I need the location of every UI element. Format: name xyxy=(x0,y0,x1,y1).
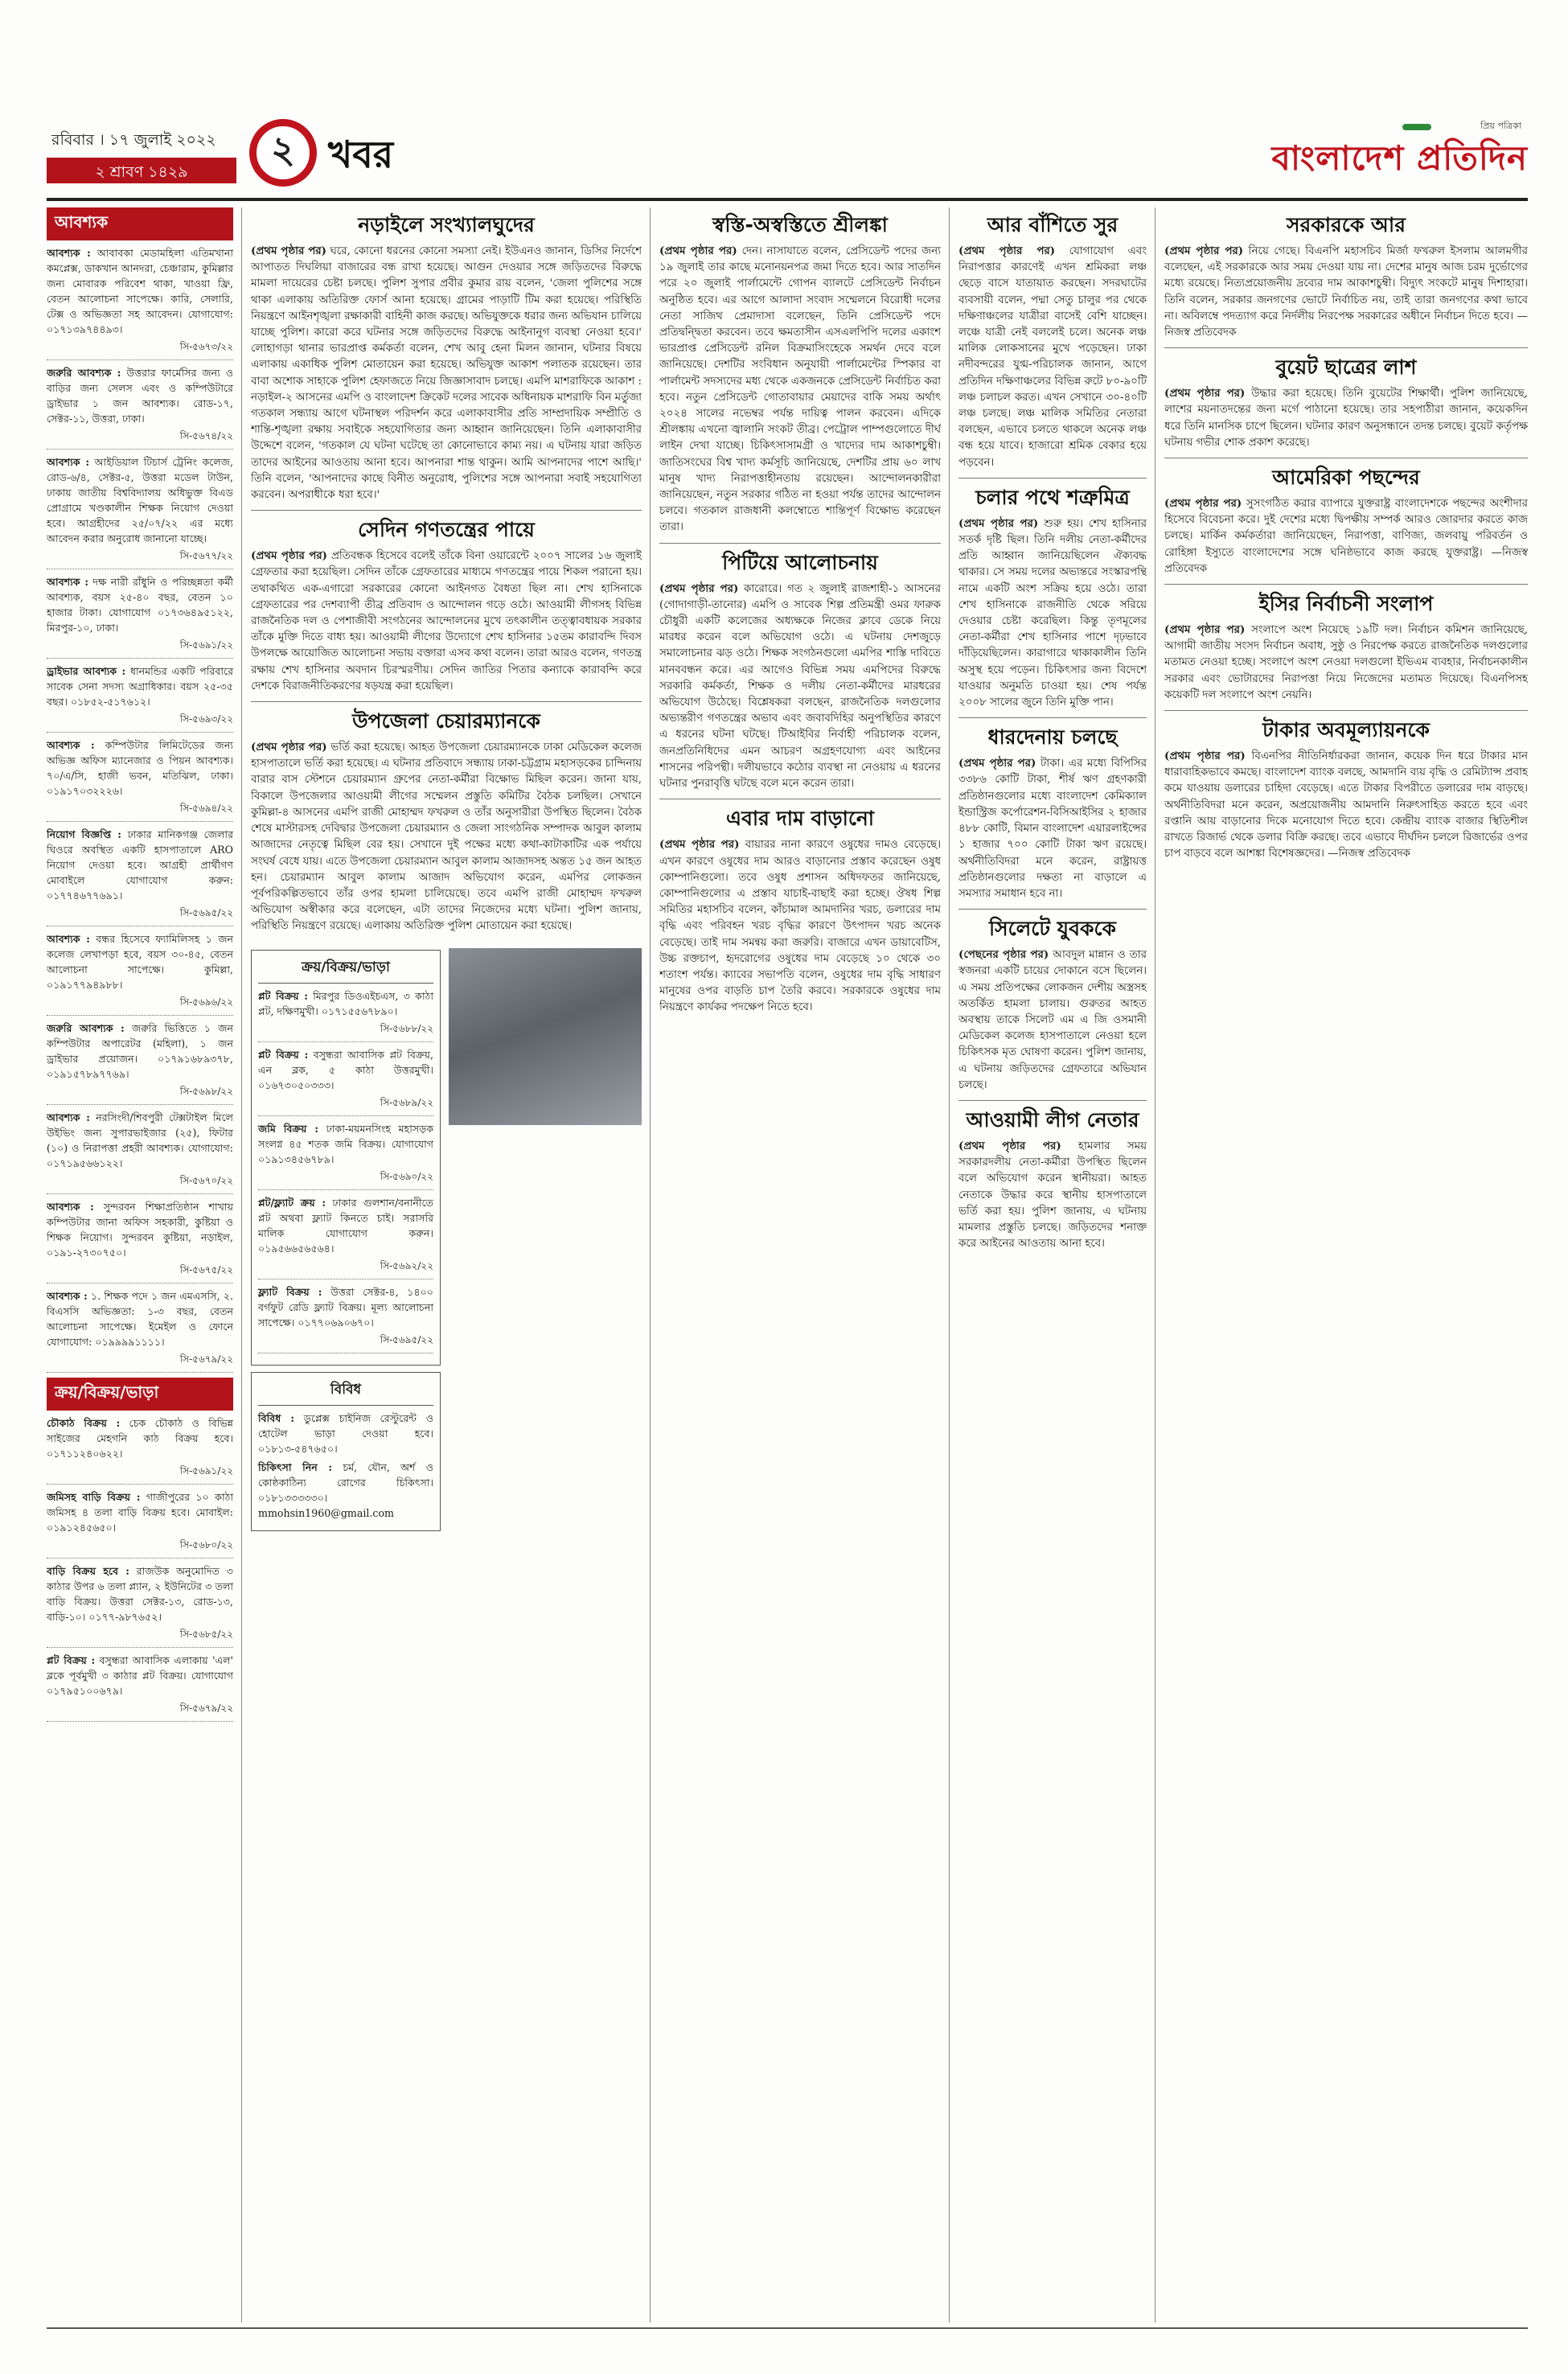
classified-code: সি-৫৬৮০/২২ xyxy=(47,1538,233,1559)
classified-code: সি-৫৬৯৪/২২ xyxy=(47,802,233,822)
article-text: প্রতিবন্ধক হিসেবে বলেই তাঁকে বিনা ওয়ারেন্টে ২০০৭ সালের ১৬ জুলাই গ্রেফতার করা হয়েছিল। সেদিন তাঁকে গ্রেফতারের মাধ্যমে গণতন্ত্রের পায়ে শিকল পরানো হয়। তথাকথিত এক-এগারো সরকারের কোনো আইনগত বৈধতা ছিল না। শেখ হাসিনাকে গ্রেফতারের পর দেশব্যাপী তীব্র প্রতিবাদ ও আন্দোলন গড়ে ওঠে। আওয়ামী লীগসহ বিভিন্ন রাজনৈতিক দল ও পেশাজীবী সংগঠনের আন্দোলনের মুখে তৎকালীন তত্ত্বাবধায়ক সরকার তাঁকে মুক্তি দিতে বাধ্য হয়। আওয়ামী লীগের উদ্যোগে শেখ হাসিনার ১৫তম কারাবন্দি দিবস উপলক্ষে আয়োজিত আলোচনা সভায় বক্তারা এসব কথা বলেন। তারা আরও বলেন, গণতন্ত্র রক্ষায় শেখ হাসিনার অবদান চিরস্মরণীয়। সেদিন জাতির পিতার কন্যাকে কারাবন্দি করে দেশকে বিরাজনীতিকরণের ষড়যন্ত্র করা হয়েছিল। xyxy=(251,550,642,692)
article-text: নিয়ে গেছে। বিএনপি মহাসচিব মির্জা ফখরুল ইসলাম আলমগীর বলেছেন, এই সরকারকে আর সময় দেওয়া যায় না। দেশের মানুষ আজ চরম দুর্ভোগের মধ্যে রয়েছে। নিত্যপ্রয়োজনীয় দ্রব্যের দাম আকাশচুম্বী। বিদ্যুৎ সংকটে মানুষ দিশাহারা। তিনি বলেন, সরকার জনগণের ভোটে নির্বাচিত নয়, তাই তারা জনগণের কথা ভাবে না। অবিলম্বে পদত্যাগ করে নির্দলীয় নিরপেক্ষ সরকারের অধীনে নির্বাচন দিতে হবে। —নিজস্ব প্রতিবেদক xyxy=(1164,245,1528,339)
classified-label: জমি বিক্রয় : xyxy=(258,1122,319,1135)
logo-text: বাংলাদেশ প্রতিদিন xyxy=(1271,138,1528,178)
article-body xyxy=(958,1138,1147,1252)
headline-sarkar: সরকারকে আর xyxy=(1287,213,1406,236)
classified-text: সুন্দরবন শিক্ষাপ্রতিষ্ঠান শাখায় কম্পিউটার জানা অফিস সহকারী, কুষ্টিয়া ও শিক্ষক নিয়োগ। সুন্দরবন কুষ্টিয়া, নড়াইল, ০১৯১-২৭৩০৭৫০। xyxy=(47,1201,233,1259)
article-body xyxy=(1164,385,1528,451)
headline-pitiye: পিটিয়ে আলোচনায় xyxy=(722,550,878,574)
byline: (প্রথম পৃষ্ঠার পর) xyxy=(251,741,327,754)
column-divider xyxy=(241,207,242,2323)
byline: (প্রথম পৃষ্ঠার পর) xyxy=(659,581,739,595)
section-title: খবর xyxy=(328,133,394,176)
masthead xyxy=(47,119,1528,191)
classified-label: আবশ্যক : xyxy=(47,1201,94,1213)
classified-code: সি-৫৬৯০/২২ xyxy=(258,1170,433,1190)
classified-code: সি-৫৬৮৮/২২ xyxy=(258,1022,433,1042)
article-body xyxy=(958,755,1147,902)
article-text: টাকা। এর মধ্যে বিপিসির ৩৩৮৬ কোটি টাকা, শীর্ষ ঋণ গ্রহণকারী প্রতিষ্ঠানগুলোর মধ্যে বাংলাদেশ কেমিক্যাল ইন্ডাস্ট্রিজ কর্পোরেশন-বিসিআইসির ২ হাজার ৪৮৮ কোটি, বিমান বাংলাদেশ এয়ারলাইন্সের ১ হাজার ৭০০ কোটি টাকা ঋণ রয়েছে। অর্থনীতিবিদরা মনে করেন, রাষ্ট্রায়ত্ত প্রতিষ্ঠানগুলোর দক্ষতা না বাড়ালে এ সমস্যার সমাধান হবে না। xyxy=(958,758,1147,900)
byline: (প্রথম পৃষ্ঠার পর) xyxy=(1164,387,1246,400)
footer-divider xyxy=(47,2327,1528,2329)
classified-code: সি-৫৬৭৯/২২ xyxy=(47,1353,233,1373)
column-2 xyxy=(251,207,642,2323)
separator xyxy=(958,1100,1147,1101)
newspaper-logo xyxy=(1259,119,1528,191)
article-body xyxy=(1164,243,1528,341)
column-divider xyxy=(650,207,651,2323)
classified-label: জরুরি আবশ্যক : xyxy=(47,367,121,379)
buy-sell-box xyxy=(251,943,441,1538)
headline-awami: আওয়ামী লীগ নেতার xyxy=(966,1107,1139,1132)
article-body xyxy=(659,243,941,536)
classified-label: জরুরি আবশ্যক : xyxy=(47,1022,125,1034)
classifieds-list xyxy=(47,245,233,1373)
headline-srilanka: স্বস্তি-অস্বস্তিতে শ্রীলঙ্কা xyxy=(712,213,888,236)
classified-text: বসুন্ধরা আবাসিক এলাকায় 'এল' ব্লকে পূর্বমুখী ৩ কাঠার প্লট বিক্রয়। যোগাযোগ ০১৭৯৫১০০৬৭৯। xyxy=(47,1654,233,1697)
classified-label: আবশ্যক : xyxy=(47,739,95,751)
classified-code: সি-৫৬৯১/২২ xyxy=(47,1464,233,1485)
classified-code: সি-৫৬৭৫/২২ xyxy=(47,1263,233,1284)
separator xyxy=(958,909,1147,910)
byline: (প্রথম পৃষ্ঠার পর) xyxy=(958,757,1036,770)
byline: (প্রথম পৃষ্ঠার পর) xyxy=(958,1139,1061,1152)
classified-text: চেক চৌকাঠ ও বিভিন্ন সাইজের মেহগনি কাঠ বিক্রয় হবে। ০১৭১১২৪০৬২২। xyxy=(47,1417,233,1460)
buy-sell-boxed xyxy=(251,950,441,1366)
classified-item xyxy=(258,1284,433,1330)
classified-code: সি-৫৬৯৬/২২ xyxy=(47,996,233,1016)
classified-code: সি-৫৬৭৪/২২ xyxy=(47,429,233,450)
byline: (প্রথম পৃষ্ঠার পর) xyxy=(659,244,737,257)
article-text: সংলাপে অংশ নিয়েছে ১৯টি দল। নির্বাচন কমিশন জানিয়েছে, আগামী জাতীয় সংসদ নির্বাচন অবাধ, সুষ্ঠু ও নিরপেক্ষ করতে রাজনৈতিক দলগুলোর মতামত নেওয়া হচ্ছে। সংলাপে অংশ নেওয়া দলগুলো ইভিএম ব্যবহার, নির্বাচনকালীন সরকার এবং ভোটারদের নিরাপত্তা নিয়ে নিজেদের মতামত দিয়েছে। বিএনপিসহ কয়েকটি দল সংলাপে অংশ নেয়নি। xyxy=(1164,624,1528,701)
classified-text: বসুন্ধরা আবাসিক প্লট বিক্রয়, এন ব্লক, ৫ কাঠা উত্তরমুখী। ০১৬৭৩০৫০৩৩৩। xyxy=(258,1048,433,1091)
classified-code: সি-৫৬৭৯/২২ xyxy=(47,1702,233,1722)
classified-text: ঢাকা-ময়মনসিংহ মহাসড়ক সংলগ্ন ৪৫ শতক জমি বিক্রয়। যোগাযোগ ০১৯১৩৪৫৬৭৮৯। xyxy=(258,1122,434,1165)
classified-item xyxy=(258,1047,433,1093)
classified-label: আবশ্যক : xyxy=(47,576,89,588)
classified-item xyxy=(258,1411,433,1456)
classified-code: সি-৫৬৯৮/২২ xyxy=(47,1085,233,1105)
classified-text: মিরপুর ডিওএইচএস, ৩ কাঠা প্লট, দক্ষিণমুখী। ০১৭১৫৫৬৭৮৯০। xyxy=(258,989,433,1017)
classified-code: সি-৫৬৭৩/২২ xyxy=(47,340,233,360)
column-4 xyxy=(958,207,1147,2323)
headline-ec-dialogue: ইসির নির্বাচনী সংলাপ xyxy=(1258,592,1434,616)
article-body xyxy=(958,515,1147,711)
separator xyxy=(1164,347,1528,348)
photo-column xyxy=(449,943,642,1538)
classified-text: বন্ধর হিসেবে ফ্যামিলিসহ ১ জন কলেজ লেখাপড়া হবে, বয়স ৩০-৪৫, বেতন আলোচনা সাপেক্ষে। কুমিল্লা, ০১৯১৭৭৯৪৯৮৮। xyxy=(47,933,233,991)
article-body xyxy=(659,836,941,1016)
article-text: বায়ারর নানা কারণে ওষুধের দামও বেড়েছে। এখন কারণে ওষুধের দাম আরও বাড়ানোর প্রস্তাব করেছেন ওষুধ কোম্পানিগুলো। তবে ওষুধ প্রশাসন অধিদফতর জানিয়েছে, কোম্পানিগুলোর এ প্রস্তাব যাচাই-বাছাই করা হচ্ছে। ঔষধ শিল্প সমিতির মহাসচিব বলেন, কাঁচামাল আমদানির খরচ, ডলারের দাম বৃদ্ধি এবং পরিবহন খরচ বৃদ্ধির কারণে উৎপাদন খরচ অনেক বেড়েছে। তাই দাম সমন্বয় করা জরুরি। বাজারে এখন ডায়াবেটিস, উচ্চ রক্তচাপ, হৃদরোগের ওষুধের দাম বেড়েছে ১০ থেকে ৩০ শতাংশ পর্যন্ত। ক্যাবের সভাপতি বলেন, ওষুধের দাম বৃদ্ধি সাধারণ মানুষের ওপর বাড়তি চাপ তৈরি করবে। সরকারকে ওষুধের দাম নিয়ন্ত্রণে কার্যকর পদক্ষেপ নিতে হবে। xyxy=(659,839,941,1014)
classified-text: ঢাকার গুলশান/বনানীতে প্লট অথবা ফ্ল্যাট কিনতে চাই। সরাসরি মালিক যোগাযোগ করুন। ০১৯৫৬৬৫৬৫৬৪। xyxy=(258,1196,433,1255)
byline: (প্রথম পৃষ্ঠার পর) xyxy=(659,838,740,852)
headline-banshi: আর বাঁশিতে সুর xyxy=(987,213,1119,236)
classified-item xyxy=(47,1415,233,1461)
buy-sell-heading: ক্রয়/বিক্রয়/ভাড়া xyxy=(47,1378,233,1411)
classified-item xyxy=(47,663,233,709)
classified-item xyxy=(47,454,233,546)
date-block xyxy=(47,119,233,181)
classified-item xyxy=(47,1563,233,1624)
article-body xyxy=(1164,748,1528,862)
buy-sell-box-list xyxy=(258,988,433,1353)
classified-code: সি-৫৬৮৯/২২ xyxy=(258,1096,433,1116)
byline: (প্রথম পৃষ্ঠার পর) xyxy=(1164,623,1246,637)
buy-sell-list xyxy=(47,1415,233,1722)
logo-accent-icon xyxy=(1402,124,1431,130)
news-photo xyxy=(449,948,642,1125)
misc-box-list xyxy=(258,1411,433,1521)
classified-text: দক্ষ নারী রাঁধুনি ও পরিচ্ছন্নতা কর্মী আবশ্যক, বয়স ২৫-৪০ বছর, বেতন ১০ হাজার টাকা। যোগাযোগ ০১৭৩৬৪৯৫১২২, মিরপুর-১০, ঢাকা। xyxy=(47,576,233,634)
headline-upazila: উপজেলা চেয়ারম্যানকে xyxy=(352,709,540,733)
misc-box-title: বিবিধ xyxy=(258,1379,433,1406)
masthead-divider xyxy=(47,198,1528,201)
headline-gonotontro: সেদিন গণতন্ত্রের পায়ে xyxy=(358,518,535,542)
classified-code: সি-৫৬৯৫/২২ xyxy=(258,1333,433,1353)
classified-code: সি-৫৬৯৫/২২ xyxy=(47,906,233,926)
column-5 xyxy=(1164,207,1528,2323)
article-text: ভর্তি করা হয়েছে। আহত উপজেলা চেয়ারম্যানকে ঢাকা মেডিকেল কলেজ হাসপাতালে ভর্তি করা হয়েছে। এ ঘটনার প্রতিবাদে সন্ধ্যায় ঢাকা-চট্টগ্রাম মহাসড়কের চান্দিনায় বারার বাস স্টেশনে চেয়ারম্যান গ্রুপের নেতা-কর্মীরা বিক্ষোভ মিছিল করেন। জানা যায়, বিকালে উপজেলার আওয়ামী লীগের সম্মেলন প্রস্তুতি কমিটির বৈঠক চলছিল। সেখানে কুমিল্লা-৪ আসনের এমপি রাজী মোহাম্মদ ফখরুল ও তাঁর অনুসারীরা উপস্থিত ছিলেন। বৈঠক শেষে মাস্টারসহ দেবিদ্বার উপজেলা চেয়ারম্যান ও জেলা সাংগঠনিক সম্পাদক আবুল কালাম আজাদের নেতৃত্বে মিছিল বের হয়। সেখানে দুই পক্ষের মধ্যে কথা-কাটাকাটির এক পর্যায়ে সংঘর্ষ বেধে যায়। এতে উপজেলা চেয়ারম্যান আবুল কালাম আজাদসহ অন্তত ১৫ জন আহত হন। চেয়ারম্যান আবুল কালাম আজাদ অভিযোগ করেন, এমপির লোকজন পূর্বপরিকল্পিতভাবে তাঁর ওপর হামলা চালিয়েছে। তবে এমপি রাজী মোহাম্মদ ফখরুল অভিযোগ অস্বীকার করে বলেছেন, এটা তাদের নিজেদের মধ্যে ঘটনা। পুলিশ জানায়, পরিস্থিতি নিয়ন্ত্রণে রয়েছে। এলাকায় অতিরিক্ত পুলিশ মোতায়েন করা হয়েছে। xyxy=(251,741,642,933)
classified-label: ড্রাইভার আবশ্যক : xyxy=(47,665,126,677)
classified-label: প্লট বিক্রয় : xyxy=(47,1654,96,1666)
classified-text: ঢাকার মানিকগঞ্জ জেলার ঘিওরে অবস্থিত একটি হাসপাতালে ARO নিয়োগ দেওয়া হবে। আগ্রহী প্রার্থীগণ মোবাইলে যোগাযোগ করুন: ০১৭৭৪৬৭৭৬৯১। xyxy=(47,828,233,902)
classified-code: সি-৫৬৯৩/২২ xyxy=(47,713,233,733)
byline: (প্রথম পৃষ্ঠার পর) xyxy=(1164,750,1246,763)
headline-dhardena: ধারদেনায় চলছে xyxy=(987,725,1118,750)
page-number-badge xyxy=(249,119,320,187)
article-body xyxy=(251,548,642,695)
page-number: ২ xyxy=(249,119,317,187)
classified-label: প্লট বিক্রয় : xyxy=(258,1048,309,1061)
article-body xyxy=(958,243,1147,471)
classified-label: আবশ্যক : xyxy=(47,247,91,259)
article-text: বিএনপির নীতিনির্ধারকরা জানান, কয়েক দিন ধরে টাকার মান ধারাবাহিকভাবে কমছে। বাংলাদেশ ব্যাংক বলছে, আমদানি ব্যয় বৃদ্ধি ও রেমিট্যান্স প্রবাহ কমে যাওয়ায় ডলারের চাহিদা বেড়েছে। এতে টাকার বিপরীতে ডলারের দাম বাড়ছে। অর্থনীতিবিদরা মনে করেন, অপ্রয়োজনীয় আমদানি নিরুৎসাহিত করতে হবে এবং রপ্তানি আয় বাড়ানোর দিকে মনোযোগ দিতে হবে। কেন্দ্রীয় ব্যাংক বাজার স্থিতিশীল রাখতে রিজার্ভ থেকে ডলার বিক্রি করছে। তবে এভাবে দীর্ঘদিন চললে রিজার্ভের ওপর চাপ বাড়বে বলে আশঙ্কা বিশেষজ্ঞদের। —নিজস্ব প্রতিবেদক xyxy=(1164,750,1528,860)
separator xyxy=(1164,710,1528,711)
separator xyxy=(251,510,642,511)
article-body xyxy=(251,243,642,503)
article-text: উদ্ধার করা হয়েছে। তিনি বুয়েটের শিক্ষার্থী। পুলিশ জানিয়েছে, লাশের ময়নাতদন্তের জন্য মর্গে পাঠানো হয়েছে। তার সহপাঠীরা জানান, কয়েকদিন ধরে তিনি মানসিক চাপে ছিলেন। ঘটনার কারণ অনুসন্ধানে তদন্ত চলছে। বুয়েট কর্তৃপক্ষ ঘটনায় গভীর শোক প্রকাশ করেছে। xyxy=(1164,388,1528,449)
byline: (প্রথম পৃষ্ঠার পর) xyxy=(958,516,1039,530)
classified-text: জরুরি ভিত্তিতে ১ জন কম্পিউটার অপারেটর (মহিলা), ১ জন ড্রাইভার প্রয়োজন। ০১৭৯১৬৮৯৩৭৮, ০১৯১৫৭৮৯৭৭৬৯। xyxy=(47,1022,233,1080)
article-text: কারোরে। গত ২ জুলাই রাজশাহী-১ আসনের (গোদাগাড়ী-তানোর) এমপি ও সাবেক শিল্প প্রতিমন্ত্রী ওমর ফারুক চৌধুরী একটি কলেজের অধ্যক্ষকে নিজের ক্লাবে ডেকে নিয়ে মারধর করেন বলে অভিযোগ ওঠে। এ ঘটনায় দেশজুড়ে সমালোচনার ঝড় ওঠে। শিক্ষক সংগঠনগুলো এমপির শাস্তি দাবিতে মানববন্ধন করে। এর আগেও বিভিন্ন সময় এমপিদের বিরুদ্ধে সরকারি কর্মকর্তা, শিক্ষক ও দলীয় নেতা-কর্মীদের মারধরের অভিযোগ উঠেছে। বিশ্লেষকরা বলছেন, রাজনৈতিক দলগুলোর অভ্যন্তরীণ গণতন্ত্রের অভাব এবং জবাবদিহির অনুপস্থিতির কারণে এ ধরনের ঘটনা ঘটছে। টিআইবির নির্বাহী পরিচালক বলেন, জনপ্রতিনিধিদের এমন আচরণ অগ্রহণযোগ্য এবং আইনের শাসনের পরিপন্থী। দলীয়ভাবে কঠোর ব্যবস্থা না নেওয়ায় এ ধরনের ঘটনার পুনরাবৃত্তি ঘটছে বলে মনে করেন তারা। xyxy=(659,582,941,791)
classified-code: সি-৫৬৭০/২২ xyxy=(47,1174,233,1194)
article-body xyxy=(251,739,642,934)
classified-item xyxy=(47,1489,233,1535)
classified-label: বিবিধ : xyxy=(258,1411,295,1424)
classified-item xyxy=(258,1121,433,1167)
bangla-date: ২ শ্রাবণ ১৪২৯ xyxy=(47,158,236,183)
classified-text: ধানমন্ডির একটি পরিবারে সাবেক সেনা সদস্য অগ্রাধিকার। বয়স ২৫-৩৫ বছর। ০১৮৫২-৫১৭৬১২। xyxy=(47,665,233,708)
headline-buet: বুয়েট ছাত্রের লাশ xyxy=(1275,355,1417,380)
classifieds-column xyxy=(47,207,233,2323)
classified-label: চিকিৎসা নিন : xyxy=(258,1460,333,1473)
classified-item xyxy=(47,827,233,903)
byline: (প্রথম পৃষ্ঠার পর) xyxy=(1164,244,1244,257)
classified-item xyxy=(47,931,233,992)
classified-text: গাজীপুরের ১০ কাঠা জমিসহ ৪ তলা বাড়ি বিক্রয় হবে। মোবাইল: ০১৯১২৪৫৬৫০। xyxy=(47,1491,233,1534)
classified-item xyxy=(258,1460,433,1521)
headline-america: আমেরিকা পছন্দের xyxy=(1272,466,1420,490)
classified-label: প্লট বিক্রয় : xyxy=(258,989,308,1002)
buy-sell-box-title: ক্রয়/বিক্রয়/ভাড়া xyxy=(258,957,433,984)
byline: (প্রথম পৃষ্ঠার পর) xyxy=(251,549,327,563)
byline: (প্রথম পৃষ্ঠার পর) xyxy=(1164,497,1242,511)
classified-text: ডুপ্লেক্স চাইনিজ রেস্টুরেন্ট ও হোটেল ভাড়া দেওয়া হবে। ০১৮১৩-৫৪৭৬৫০। xyxy=(258,1411,433,1455)
headline-shotrumitro: চলার পথে শত্রুমিত্র xyxy=(975,485,1130,509)
article-text: যোগাযোগ এবং নিরাপত্তার কারণেই এখন শ্রমিকরা লঞ্চ ছেড়ে বাসে যাতায়াত করছেন। সদরঘাটের ব্যবসায়ী বলেন, পদ্মা সেতু চালুর পর থেকে দক্ষিণাঞ্চলের যাত্রীরা বাসেই বেশি যাচ্ছেন। লঞ্চে যাত্রী নেই বললেই চলে। অনেক লঞ্চ মালিক লোকসানের মুখে পড়েছেন। ঢাকা নদীবন্দরের যুগ্ম-পরিচালক জানান, আগে প্রতিদিন দক্ষিণাঞ্চলের বিভিন্ন রুটে ৮০-৯০টি লঞ্চ চলাচল করত। এখন সেখানে ৩০-৪০টি লঞ্চ চলছে। লঞ্চ মালিক সমিতির নেতারা বলছেন, এভাবে চলতে থাকলে অনেক লঞ্চ বন্ধ হয়ে যাবে। হাজারো শ্রমিক বেকার হয়ে পড়বেন। xyxy=(958,245,1147,469)
classified-text: আইডিয়াল টিচার্স ট্রেনিং কলেজ, রোড-৬/৪, সেক্টর-৫, উত্তরা মডেল টাউন, ঢাকায় জাতীয় বিশ্ববিদ্যালয় অধিভুক্ত বিএড প্রোগ্রামে খণ্ডকালীন শিক্ষক নিয়োগ দেওয়া হবে। আগ্রহীদের ২৫/০৭/২২ এর মধ্যে আবেদন করার অনুরোধ জানানো যাচ্ছে। xyxy=(47,456,233,544)
article-body xyxy=(659,581,941,793)
classified-item xyxy=(47,1021,233,1082)
classified-text: উত্তরার ফার্মেসির জন্য ও বাড়ির জন্য সেলস এবং ও কম্পিউটারে ড্রাইভার ১ জন আবশ্যক। রোড-১৭, সেক্টর-১১, উত্তরা, ঢাকা। xyxy=(47,367,233,425)
publication-date: রবিবার । ১৭ জুলাই ২০২২ xyxy=(51,131,216,149)
classified-item xyxy=(258,1195,433,1256)
classified-label: বাড়ি বিক্রয় হবে : xyxy=(47,1565,129,1577)
classified-label: আবশ্যক : xyxy=(47,1290,88,1302)
classified-label: আবশ্যক : xyxy=(47,933,90,945)
classified-code: সি-৫৬৯২/২২ xyxy=(258,1259,433,1279)
article-text: হামলার সময় সরকারদলীয় নেতা-কর্মীরা উপস্থিত ছিলেন বলে অভিযোগ করেন স্থানীয়রা। আহত নেতাকে উদ্ধার করে স্থানীয় হাসপাতালে ভর্তি করা হয়। পুলিশ জানায়, এ ঘটনায় মামলার প্রস্তুতি চলছে। জড়িতদের শনাক্ত করে আইনের আওতায় আনা হবে। xyxy=(958,1140,1147,1251)
classified-text: উত্তরা সেক্টর-৪, ১৪০০ বর্গফুট রেডি ফ্ল্যাট বিক্রয়। মূল্য আলোচনা সাপেক্ষে। ০১৭৭০৬৯০৬৭০। xyxy=(258,1285,433,1329)
article-body xyxy=(1164,622,1528,704)
classified-text: ১. শিক্ষক পদে ১ জন এমএসসি, ২. বিএসসি অভিজ্ঞতা: ১-৩ বছর, বেতন আলোচনা সাপেক্ষে। ইমেইল ও ফোনে যোগাযোগ: ০১৯৯৯৯১১১১। xyxy=(47,1290,233,1348)
classified-text: নরসিংদী/শিবপুরী টেক্সটাইল মিলে উইভিং জন্য সুপারভাইজার (২৫), ফিটার (১০) ও নিরাপত্তা প্রহরী আবশ্যক। যোগাযোগ: ০১৭১৯৫৬৬১২২। xyxy=(47,1111,233,1169)
byline: (প্রথম পৃষ্ঠার পর) xyxy=(958,244,1056,257)
classified-item xyxy=(47,1199,233,1260)
classified-label: জমিসহ বাড়ি বিক্রয় : xyxy=(47,1491,141,1503)
classified-code: সি-৫৬৮৫/২২ xyxy=(47,1628,233,1648)
separator xyxy=(958,717,1147,718)
classified-text: রাজউক অনুমোদিত ৩ কাঠার উপর ৬ তলা প্ল্যান, ২ ইউনিটের ৩ তলা বাড়ি বিক্রয়। উত্তরা সেক্টর-১৩, রোড-১৩, বাড়ি-১০। ০১৭৭-৯৮৭৬৫২। xyxy=(47,1565,233,1623)
misc-box xyxy=(251,1372,441,1531)
bottom-row xyxy=(251,943,642,1538)
classified-item xyxy=(47,1110,233,1171)
article-body xyxy=(1164,495,1528,577)
article-text: ঘরে, কোনো ধরনের কোনো সমস্যা নেই। ইউএনও জানান, ডিসির নির্দেশে আপাতত দিঘলিয়া বাজারের বন্ধ রাখা হয়েছে। আগুন দেওয়ার সঙ্গে জড়িতদের বিরুদ্ধে মামলা দায়েরের চেষ্টা চলছে। পুলিশ সুপার প্রবীর কুমার রায় বলেন, 'জেলা পুলিশের সঙ্গে থাকা এলাকায় অতিরিক্ত ফোর্স আনা হয়েছে। গ্রামের পাড়াটি টিম করা হয়েছে। পরিস্থিতি নিয়ন্ত্রণে আইনশৃঙ্খলা রক্ষাকারী বাহিনী কাজ করছে। অভিযুক্তকে ধরার জন্য অভিযান চালিয়ে যাচ্ছে পুলিশ। কারো করে ঘটনার সঙ্গে জড়িতদের বিরুদ্ধে আইনানুগ ব্যবস্থা নেওয়া হবে।' লোহাগড়া থানার ভারপ্রাপ্ত কর্মকর্তা বলেন, শেখ আবু হেনা মিলন জানান, ঘটনার বিষয়ে এলাকায় একাধিক পুলিশ মোতায়েন করা হয়েছে। অভিযুক্ত আকাশ পলাতক রয়েছেন। তার বাবা অশোক সাহাকে পুলিশ হেফাজতে নিয়ে জিজ্ঞাসাবাদ চলছে। এমপি মাশরাফিকে আকাশ : নড়াইল-২ আসনের এমপি ও বাংলাদেশ ক্রিকেট দলের সাবেক অধিনায়ক মাশরাফি বিন মর্তুজা গতকাল সন্ধ্যায় আগে ঘটনাস্থল পরিদর্শন করে এলাকাবাসীর প্রতি সাম্প্রদায়িক সম্প্রীতি ও শান্তি-শৃঙ্খলা রক্ষায় সবাইকে সহযোগিতার জন্য আহ্বান জানিয়েছেন। তিনি এলাকাবাসীর উদ্দেশে বলেন, 'গতকাল যে ঘটনা ঘটেছে তা কোনোভাবে কাম্য নয়। এ ঘটনায় যারা জড়িত তাদের আইনের আওতায় আনা হবে। আপনারা শান্ত থাকুন। আমি আপনাদের পাশে আছি।' তিনি বলেন, 'আপনাদের কাছে বিনীত অনুরোধ, পুলিশের সঙ্গে আপনারা সবাই সহযোগিতা করবেন। অপরাধীকে ধরা হবে।' xyxy=(251,245,642,502)
classified-item xyxy=(47,245,233,337)
article-text: আবদুল মান্নান ও তার স্বজনরা একটি চায়ের দোকানে বসে ছিলেন। এ সময় প্রতিপক্ষের লোকজন দেশীয় অস্ত্রসহ অতর্কিত হামলা চালায়। গুরুতর আহত অবস্থায় তাকে সিলেট এম এ জি ওসমানী মেডিকেল কলেজ হাসপাতালে নেওয়া হলে চিকিৎসক মৃত ঘোষণা করেন। পুলিশ জানায়, এ ঘটনায় জড়িতদের গ্রেফতারে অভিযান চলছে। xyxy=(958,949,1147,1091)
classified-label: নিয়োগ বিজ্ঞপ্তি : xyxy=(47,828,121,840)
byline: (পেছনের পৃষ্ঠার পর) xyxy=(958,948,1049,962)
classified-text: চর্ম, যৌন, অর্শ ও কোষ্ঠকাঠিন্য রোগের চিকিৎসা। ০১৮১৩৩৩৩৩০। mmohsin1960@gmail.com xyxy=(258,1460,433,1519)
headline-sylhet: সিলেটে যুবককে xyxy=(988,917,1117,941)
column-3 xyxy=(659,207,941,2323)
classified-item xyxy=(47,574,233,635)
article-text: সুসংগঠিত করার ব্যাপারে যুক্তরাষ্ট্র বাংলাদেশকে পছন্দের অংশীদার হিসেবে বিবেচনা করে। দুই দেশের মধ্যে দ্বিপক্ষীয় সম্পর্ক আরও জোরদার করতে কাজ চলছে। মার্কিন কর্মকর্তারা জানিয়েছেন, নিরাপত্তা, বাণিজ্য, জলবায়ু পরিবর্তন ও রোহিঙ্গা ইস্যুতে বাংলাদেশের সঙ্গে ঘনিষ্ঠভাবে কাজ করছে যুক্তরাষ্ট্র। —নিজস্ব প্রতিবেদক xyxy=(1164,498,1528,575)
classified-item xyxy=(47,1653,233,1698)
classified-text: আবাবকা মেডামহিলা এতিমখানা কমপ্লেক্স, ডাকখান আনদরা, চেঞ্চারাম, কুমিল্লার জন্য মোবারক পরিবেশ থাকা, খাওয়া ফ্রি, বেতন আলোচনা সাপেক্ষে। কারি, সেলারি, টেক্স ও অভিজ্ঞতা সহ আবেদন। যোগাযোগ: ০১৭১৩৯৭৪৪৯৩। xyxy=(47,247,233,335)
classified-code: সি-৫৬৯১/২২ xyxy=(47,639,233,659)
classified-label: ফ্ল্যাট বিক্রয় : xyxy=(258,1285,322,1298)
classified-label: প্লট/ফ্ল্যাট ক্রয় : xyxy=(258,1196,326,1209)
classified-code: সি-৫৬৭৭/২২ xyxy=(47,549,233,569)
article-body xyxy=(958,947,1147,1094)
classified-label: চৌকাঠ বিক্রয় : xyxy=(47,1417,121,1429)
classified-label: আবশ্যক : xyxy=(47,456,90,468)
separator xyxy=(1164,584,1528,585)
headline-sangkhaloghu: নড়াইলে সংখ্যালঘুদের xyxy=(358,213,535,236)
classified-label: আবশ্যক : xyxy=(47,1111,90,1123)
separator xyxy=(251,701,642,702)
headline-taka: টাকার অবমূল্যায়নকে xyxy=(1262,718,1430,742)
separator xyxy=(659,543,941,544)
classified-item xyxy=(47,365,233,426)
article-text: শুরু হয়। শেখ হাসিনার সতর্ক দৃষ্টি ছিল। তিনি দলীয় নেতা-কর্মীদের প্রতি আহ্বান জানিয়েছিলেন ঐক্যবদ্ধ থাকার। সে সময় দলের অভ্যন্তরে সংস্কারপন্থি নামে একটি অংশ সক্রিয় হয়ে ওঠে। তারা শেখ হাসিনাকে রাজনীতি থেকে সরিয়ে দেওয়ার চেষ্টা করেছিল। কিন্তু তৃণমূলের নেতা-কর্মীরা শেখ হাসিনার পাশে দৃঢ়ভাবে দাঁড়িয়েছিলেন। কারাগারে থাকাকালীন তিনি অসুস্থ হয়ে পড়েন। চিকিৎসার জন্য বিদেশে যাওয়ার অনুমতি চাওয়া হয়। শেষ পর্যন্ত ২০০৮ সালের জুনে তিনি মুক্তি পান। xyxy=(958,517,1147,709)
classifieds-heading: আবশ্যক xyxy=(47,207,233,240)
classified-item xyxy=(47,737,233,799)
article-text: দেন। নাসাযাতে বলেন, প্রেসিডেন্ট পদের জন্য ১৯ জুলাই তার কাছে মনোনয়নপত্র জমা দিতে হবে। আর সাতদিন পরে ২০ জুলাই পার্লামেন্টে গোপন ব্যালটে প্রেসিডেন্ট নির্বাচন অনুষ্ঠিত হবে। এর আগে আলাদা সংবাদ সম্মেলনে বিরোধী দলের নেতা সাজিথ প্রেমাদাসা বলেছেন, তিনি প্রেসিডেন্ট পদে প্রতিদ্বন্দ্বিতা করবেন। তবে ক্ষমতাসীন এসএলপিপি দলের একাংশ ভারপ্রাপ্ত প্রেসিডেন্ট রনিল বিক্রমাসিংহেকে সমর্থন দেবে বলে জানিয়েছে। দেশটির সংবিধান অনুযায়ী পার্লামেন্টের স্পিকার বা পার্লামেন্ট সদস্যদের মধ্য থেকে একজনকে প্রেসিডেন্ট নির্বাচিত করা হবে। নতুন প্রেসিডেন্ট গোতাবায়ার মেয়াদের বাকি সময় অর্থাৎ ২০২৪ সালের নভেম্বর পর্যন্ত দায়িত্ব পালন করবেন। এদিকে শ্রীলঙ্কায় এখনো জ্বালানি সংকট তীব্র। পেট্রোল পাম্পগুলোতে দীর্ঘ লাইন দেখা যাচ্ছে। চিকিৎসাসামগ্রী ও খাদ্যের দাম আকাশচুম্বী। জাতিসংঘের বিশ্ব খাদ্য কর্মসূচি জানিয়েছে, দেশটির প্রায় ৬০ লাখ মানুষ খাদ্য নিরাপত্তাহীনতায় রয়েছেন। আন্দোলনকারীরা জানিয়েছেন, নতুন সরকার গঠিত না হওয়া পর্যন্ত তাদের আন্দোলন চলবে। গতকাল রাজধানী কলম্বোতে শান্তিপূর্ণ বিক্ষোভ করেছেন তারা। xyxy=(659,245,941,534)
byline: (প্রথম পৃষ্ঠার পর) xyxy=(251,244,326,257)
headline-dam: এবার দাম বাড়ানো xyxy=(725,807,875,831)
column-divider xyxy=(949,207,950,2323)
classified-text: কম্পিউটার লিমিটেডের জন্য অভিজ্ঞ অফিস ম্যানেজার ও পিয়ন আবশ্যক। ৭০/এ/সি, হাজী ভবন, মতিঝিল, ঢাকা। ০১৯১৭০৩২২২৬। xyxy=(47,739,233,797)
logo-tagline: প্রিয় পত্রিকা xyxy=(1480,121,1521,131)
classified-item xyxy=(258,988,433,1019)
classified-item xyxy=(47,1288,233,1349)
